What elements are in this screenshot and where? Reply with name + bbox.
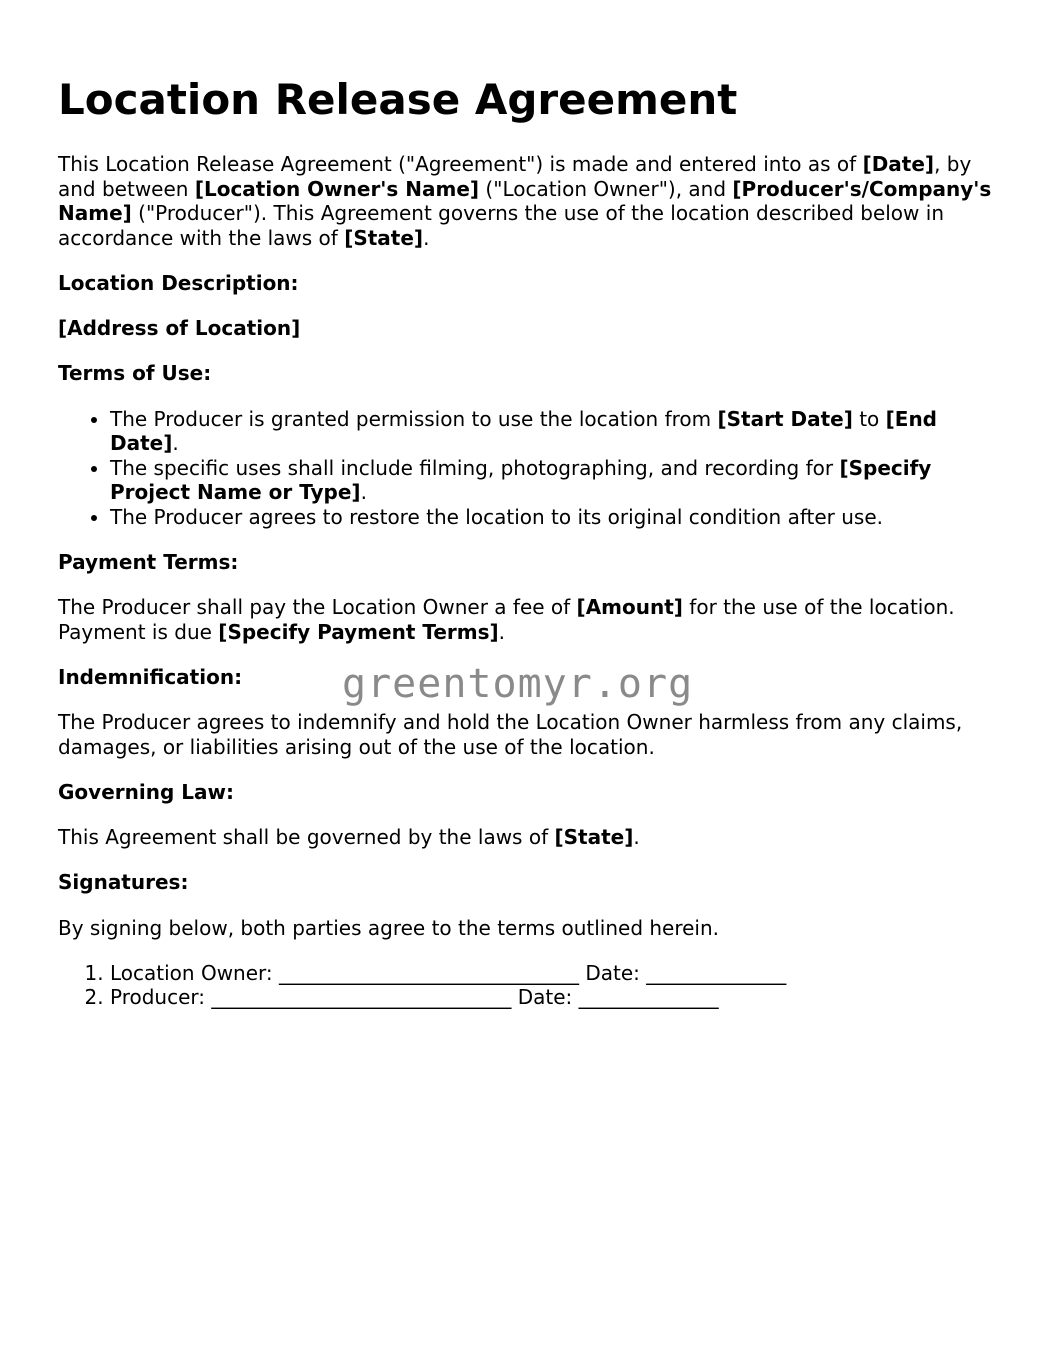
- terms-list: [58, 407, 1008, 530]
- state-placeholder: [State]: [344, 225, 424, 250]
- watermark: greentomyr.org: [342, 661, 694, 707]
- owner-name-placeholder: [Location Owner's Name]: [194, 176, 480, 201]
- terms-heading: Terms of Use:: [58, 361, 212, 386]
- signatures-heading: Signatures:: [58, 870, 189, 895]
- location-address: [Address of Location]: [58, 316, 301, 341]
- governing-law-heading: Governing Law:: [58, 780, 234, 805]
- list-item: • The specific uses shall include filming, photographing, and recording for [Specify Project Name or Type].: [110, 456, 1008, 505]
- payment-heading: Payment Terms:: [58, 550, 239, 575]
- list-item: • The Producer agrees to restore the location to its original condition after use.: [110, 505, 1008, 530]
- payment-paragraph: The Producer shall pay the Location Owner a fee of [Amount] for the use of the location. Payment is due [Specify Payment Terms].: [58, 595, 955, 644]
- governing-law-paragraph: This Agreement shall be governed by the laws of [State].: [58, 825, 640, 850]
- document-body: [58, 152, 1008, 1031]
- document-title: Location Release Agreement: [58, 75, 738, 124]
- signatures-paragraph: By signing below, both parties agree to the terms outlined herein.: [58, 915, 720, 940]
- indemnification-heading: Indemnification:: [58, 665, 243, 690]
- producer-name-placeholder: [Producer's/Company's Name]: [58, 176, 992, 226]
- signature-line-owner: 1. Location Owner: ______________________________ Date: ______________: [110, 961, 1008, 986]
- signature-line-producer: 2. Producer: ______________________________ Date: ______________: [110, 985, 1008, 1010]
- location-heading: Location Description:: [58, 270, 299, 295]
- list-item: • The Producer is granted permission to use the location from [Start Date] to [End Date].: [110, 407, 1008, 456]
- signature-list: [58, 961, 1008, 1010]
- indemnification-paragraph: The Producer agrees to indemnify and hold the Location Owner harmless from any claims, damages, or liabilities arising out of the use of the location.: [58, 710, 963, 759]
- date-placeholder: [Date]: [862, 152, 935, 176]
- intro-paragraph: This Location Release Agreement ("Agreement") is made and entered into as of [Date], by and between [Location Owner's Name] ("Location Owner"), and [Producer's/Company's Name] ("Producer"). This Agreement governs the use of the location described below in accordance with the laws of [State].: [58, 152, 992, 250]
